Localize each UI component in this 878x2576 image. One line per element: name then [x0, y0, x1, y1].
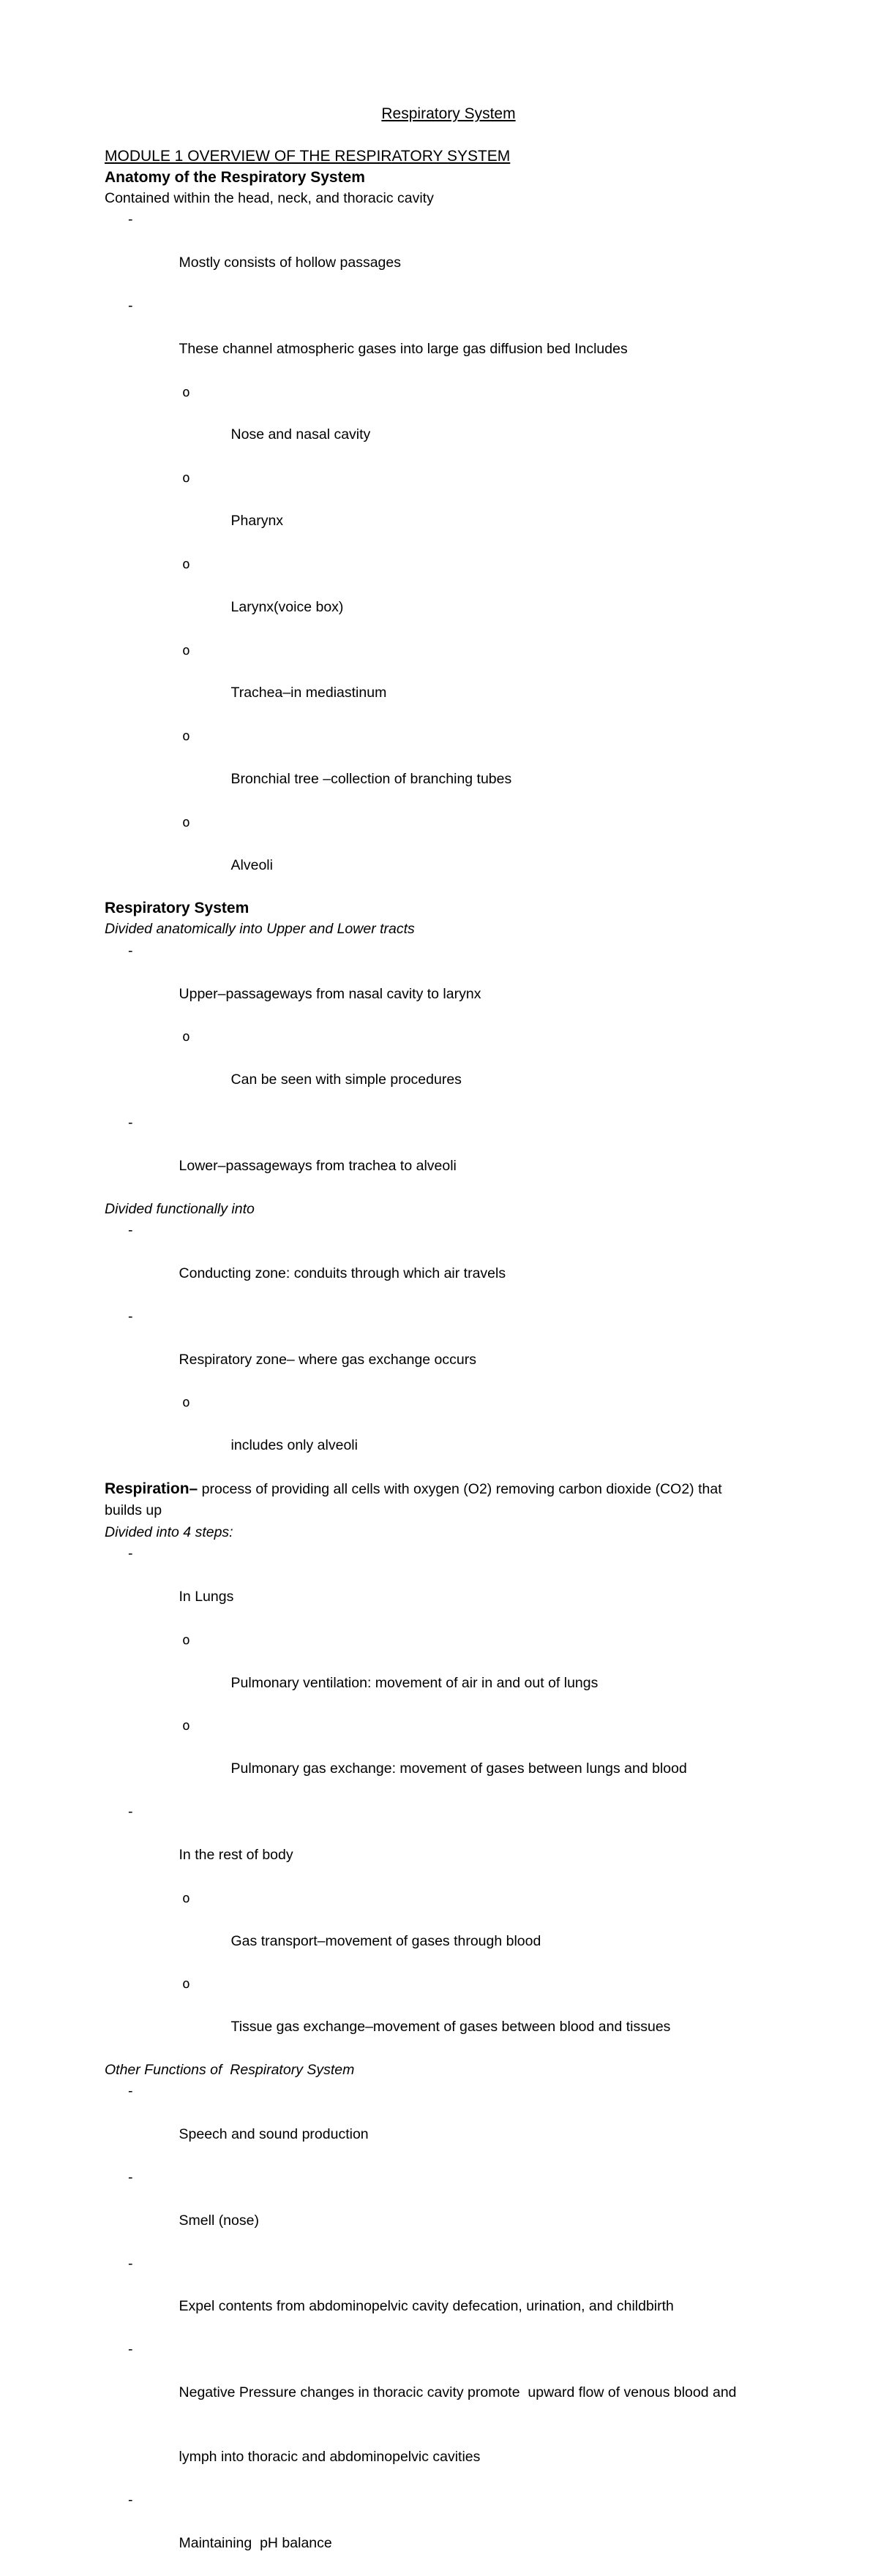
list-item-text: Conducting zone: conduits through which air travels — [179, 1265, 506, 1281]
list-item-text: In Lungs — [179, 1589, 234, 1605]
dash-bullet: - — [128, 2255, 133, 2272]
circle-bullet: o — [182, 384, 190, 400]
list-item-text: Lower–passageways from trachea to alveoli — [179, 1157, 457, 1174]
sub-list-item — [105, 1392, 792, 1478]
circle-bullet: o — [182, 1029, 190, 1045]
anatomy-heading: Anatomy of the Respiratory System — [105, 169, 365, 186]
sub-list-item-text: Nose and nasal cavity — [230, 426, 371, 443]
sub-list-item — [105, 1973, 792, 2060]
list-item-text: Speech and sound production — [179, 2126, 369, 2143]
sub-list-item — [105, 554, 792, 640]
circle-bullet: o — [182, 1890, 190, 1906]
dash-bullet: - — [128, 1222, 133, 1239]
sub-list-item — [105, 1715, 792, 1801]
dash-bullet: - — [128, 2341, 133, 2358]
dash-bullet: - — [128, 1804, 133, 1820]
steps-intro: Divided into 4 steps: — [105, 1524, 233, 1540]
sub-list-item — [105, 726, 792, 812]
circle-bullet: o — [182, 1395, 190, 1411]
sub-list-item-text: Can be seen with simple procedures — [230, 1072, 462, 1088]
dash-bullet: - — [128, 2492, 133, 2509]
sub-list-item-text: Trachea–in mediastinum — [230, 685, 387, 701]
circle-bullet: o — [182, 470, 190, 486]
list-item-text: Maintaining pH balance — [179, 2534, 332, 2551]
sub-list-item-text: Alveoli — [230, 856, 273, 873]
respiration-term: Respiration– — [105, 1480, 198, 1497]
sub-list-item — [105, 812, 792, 898]
circle-bullet: o — [182, 814, 190, 830]
sub-list-item-text: Larynx(voice box) — [230, 598, 344, 615]
other-functions-heading: Other Functions of Respiratory System — [105, 2061, 355, 2078]
circle-bullet: o — [182, 1718, 190, 1734]
sub-list-item-text: includes only alveoli — [230, 1437, 358, 1454]
list-item — [105, 2081, 792, 2167]
list-item — [105, 209, 792, 295]
circle-bullet: o — [182, 556, 190, 572]
list-item-text: Respiratory zone– where gas exchange occurs — [179, 1351, 476, 1368]
sub-list-item-text: Pulmonary gas exchange: movement of gases between lungs and blood — [230, 1760, 687, 1777]
sub-list-item-text: Pulmonary ventilation: movement of air in and out of lungs — [230, 1674, 599, 1691]
list-item-text: In the rest of body — [179, 1846, 293, 1863]
circle-bullet: o — [182, 728, 190, 745]
anatomy-intro: Contained within the head, neck, and thoracic cavity — [105, 190, 434, 206]
respiratory-system-heading: Respiratory System — [105, 900, 249, 917]
dash-bullet: - — [128, 1308, 133, 1325]
sub-list-item-text: Pharynx — [230, 513, 284, 530]
dash-bullet: - — [128, 1545, 133, 1562]
list-item-text: Expel contents from abdominopelvic cavity defecation, urination, and childbirth — [179, 2298, 674, 2315]
list-item — [105, 295, 792, 382]
module-heading: MODULE 1 OVERVIEW OF THE RESPIRATORY SYSTEM — [105, 148, 511, 165]
sub-list-item-text: Gas transport–movement of gases through blood — [230, 1932, 541, 1949]
divided-anatomically-text: Divided anatomically into Upper and Lower tracts — [105, 921, 415, 938]
respiration-definition — [105, 1478, 792, 1500]
circle-bullet: o — [182, 642, 190, 658]
list-item — [105, 2167, 792, 2253]
sub-list-item-text: Tissue gas exchange–movement of gases between blood and tissues — [230, 2019, 671, 2035]
list-item — [105, 1112, 792, 1199]
list-item — [105, 1306, 792, 1393]
list-item-text: Negative Pressure changes in thoracic cavity promote upward flow of venous blood and — [179, 2384, 737, 2401]
document-title: Respiratory System — [381, 105, 516, 122]
dash-bullet: - — [128, 2169, 133, 2185]
list-item-text: Upper–passageways from nasal cavity to larynx — [179, 985, 481, 1002]
list-item-text: These channel atmospheric gases into large gas diffusion bed Includes — [179, 340, 628, 357]
dash-bullet: - — [128, 2083, 133, 2100]
list-item — [105, 1220, 792, 1306]
list-item-text: Smell (nose) — [179, 2212, 259, 2229]
sub-list-item — [105, 382, 792, 468]
dash-bullet: - — [128, 298, 133, 315]
list-item — [105, 941, 792, 1027]
circle-bullet: o — [182, 1976, 190, 1992]
sub-list-item — [105, 1026, 792, 1112]
respiration-definition-continued: builds up — [105, 1502, 162, 1519]
dash-bullet: - — [128, 1115, 133, 1131]
circle-bullet: o — [182, 1632, 190, 1648]
dash-bullet: - — [128, 942, 133, 959]
list-item-text: Mostly consists of hollow passages — [179, 255, 401, 271]
sub-list-item-text: Bronchial tree –collection of branching tubes — [230, 770, 512, 787]
document-content — [105, 103, 792, 2576]
respiration-definition-text: process of providing all cells with oxygen (O2) removing carbon dioxide (CO2) that — [198, 1480, 722, 1497]
list-item — [105, 1543, 792, 1630]
sub-list-item — [105, 1630, 792, 1716]
dash-bullet: - — [128, 211, 133, 228]
list-item-text: lymph into thoracic and abdominopelvic cavities — [179, 2449, 481, 2466]
sub-list-item — [105, 640, 792, 726]
list-item — [105, 1801, 792, 1888]
divided-functionally-text: Divided functionally into — [105, 1200, 255, 1217]
list-item-continued — [105, 2425, 792, 2490]
list-item — [105, 2339, 792, 2425]
list-item — [105, 2490, 792, 2576]
sub-list-item — [105, 467, 792, 554]
sub-list-item — [105, 1888, 792, 1974]
list-item — [105, 2253, 792, 2340]
